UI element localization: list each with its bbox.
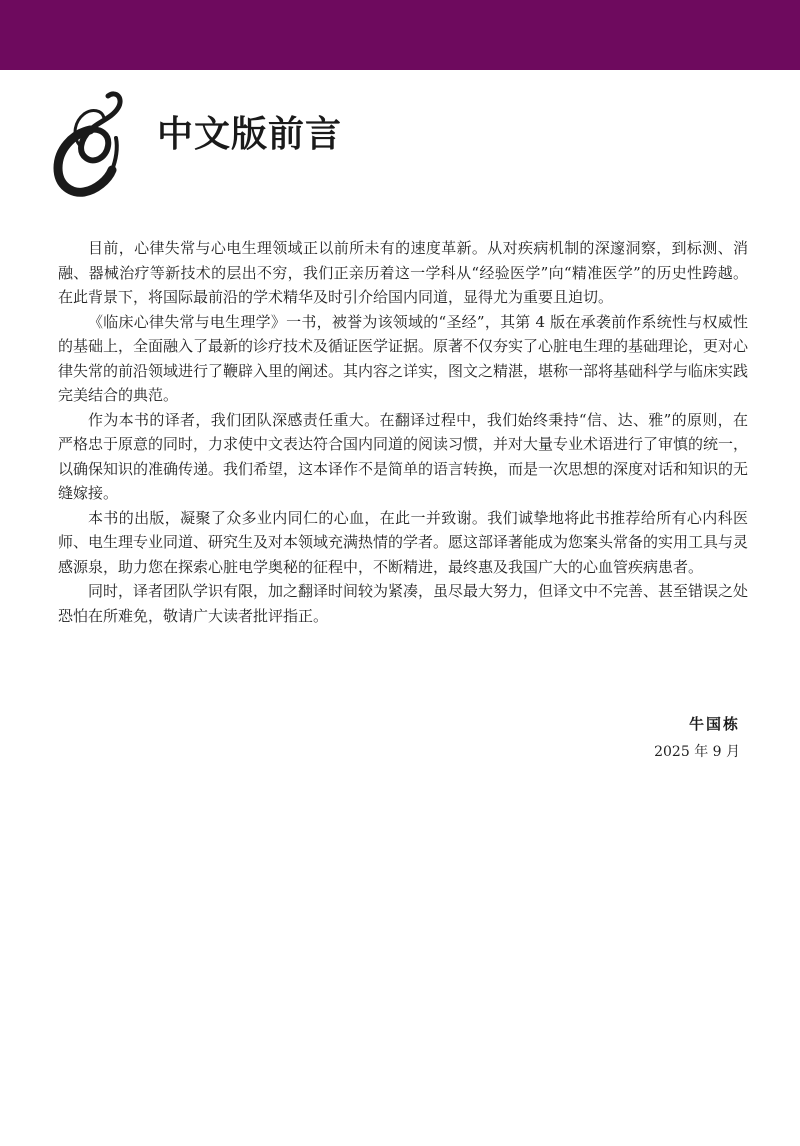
paragraph: 目前，心律失常与心电生理领域正以前所未有的速度革新。从对疾病机制的深邃洞察，到标测、消融、器械治疗等新技术的层出不穷，我们正亲历着这一学科从“经验医学”向“精准医学”的历史性跨越。在此背景下，将国际最前沿的学术精华及时引介给国内同道，显得尤为重要且迫切。 [58, 239, 748, 306]
paragraph: 同时，译者团队学识有限，加之翻译时间较为紧凑，虽尽最大努力，但译文中不完善、甚至错误之处恐怕在所难免，敬请广大读者批评指正。 [58, 582, 749, 625]
paragraph: 作为本书的译者，我们团队深感责任重大。在翻译过程中，我们始终秉持“信、达、雅”的原则，在严格忠于原意的同时，力求使中文表达符合国内同道的阅读习惯，并对大量专业术语进行了审慎的统一，以确保知识的准确传递。我们希望，这本译作不是简单的语言转换，而是一次思想的深度对话和知识的无缝嫁接。 [58, 410, 749, 502]
signature-block [654, 712, 740, 764]
paragraph: 《临床心律失常与电生理学》一书，被誉为该领域的“圣经”，其第 4 版在承袭前作系统性与权威性的基础上，全面融入了最新的诊疗技术及循证医学证据。原著不仅夯实了心脏电生理的基础理论，更对心律失常的前沿领域进行了鞭辟入里的阐述。其内容之详实，图文之精湛，堪称一部将基础科学与临床实践完美结合的典范。 [58, 312, 749, 404]
page-title: 中文版前言 [157, 114, 343, 155]
decorative-emblem-icon [50, 88, 126, 198]
preface-body [58, 236, 748, 628]
author-name: 牛国栋 [688, 715, 740, 733]
signature-date: 2025 年 9 月 [654, 744, 740, 760]
paragraph: 本书的出版，凝聚了众多业内同仁的心血，在此一并致谢。我们诚挚地将此书推荐给所有心内科医师、电生理专业同道、研究生及对本领域充满热情的学者。愿这部译著能成为您案头常备的实用工具与灵感源泉，助力您在探索心脏电学奥秘的征程中，不断精进，最终惠及我国广大的心血管疾病患者。 [58, 508, 749, 576]
header-bar [0, 0, 800, 70]
